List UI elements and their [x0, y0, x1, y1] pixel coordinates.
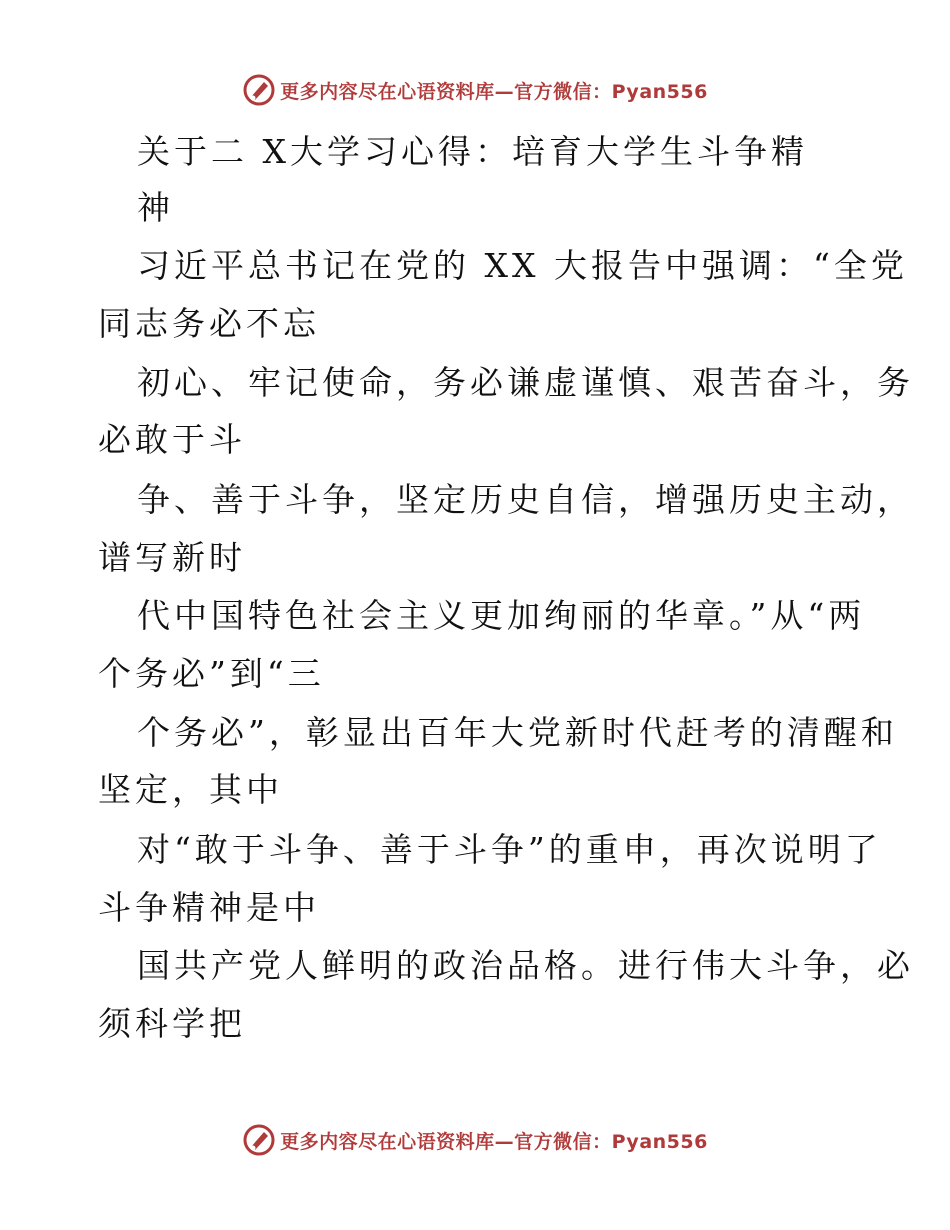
text-line: 代中国特色社会主义更加绚丽的华章。”从“两 — [137, 596, 866, 635]
banner-text: 更多内容尽在心语资料库—官方微信：Pyan556 — [280, 80, 708, 103]
text-line: 必敢于斗 — [98, 420, 246, 459]
text-line: 个务必”，彰显出百年大党新时代赶考的清醒和 — [137, 713, 898, 752]
text-line: 斗争精神是中 — [98, 888, 320, 927]
text-line: 谱写新时 — [98, 538, 246, 577]
text-line: 初心、牢记使命，务必谦虚谨慎、艰苦奋斗，务 — [137, 363, 914, 402]
header-banner — [0, 70, 950, 110]
footer-banner — [0, 1120, 950, 1160]
text-line: 争、善于斗争，坚定历史自信，增强历史主动， — [137, 480, 914, 519]
text-line: 对“敢于斗争、善于斗争”的重申，再次说明了 — [137, 830, 882, 869]
text-line: 同志务必不忘 — [98, 304, 320, 343]
banner-text: 更多内容尽在心语资料库—官方微信：Pyan556 — [280, 1130, 708, 1153]
text-line: 国共产党人鲜明的政治品格。进行伟大斗争，必 — [137, 946, 914, 985]
text-line: 坚定，其中 — [98, 770, 283, 809]
text-line: 须科学把 — [98, 1004, 246, 1043]
text-line: 习近平总书记在党的 XX 大报告中强调：“全党 — [137, 246, 908, 285]
pen-logo-icon — [242, 1123, 276, 1157]
text-line: 个务必”到“三 — [98, 654, 325, 693]
title-line-1: 关于二 X大学习心得：培育大学生斗争精 — [137, 132, 808, 171]
title-line-2: 神 — [137, 188, 174, 227]
pen-logo-icon — [242, 73, 276, 107]
